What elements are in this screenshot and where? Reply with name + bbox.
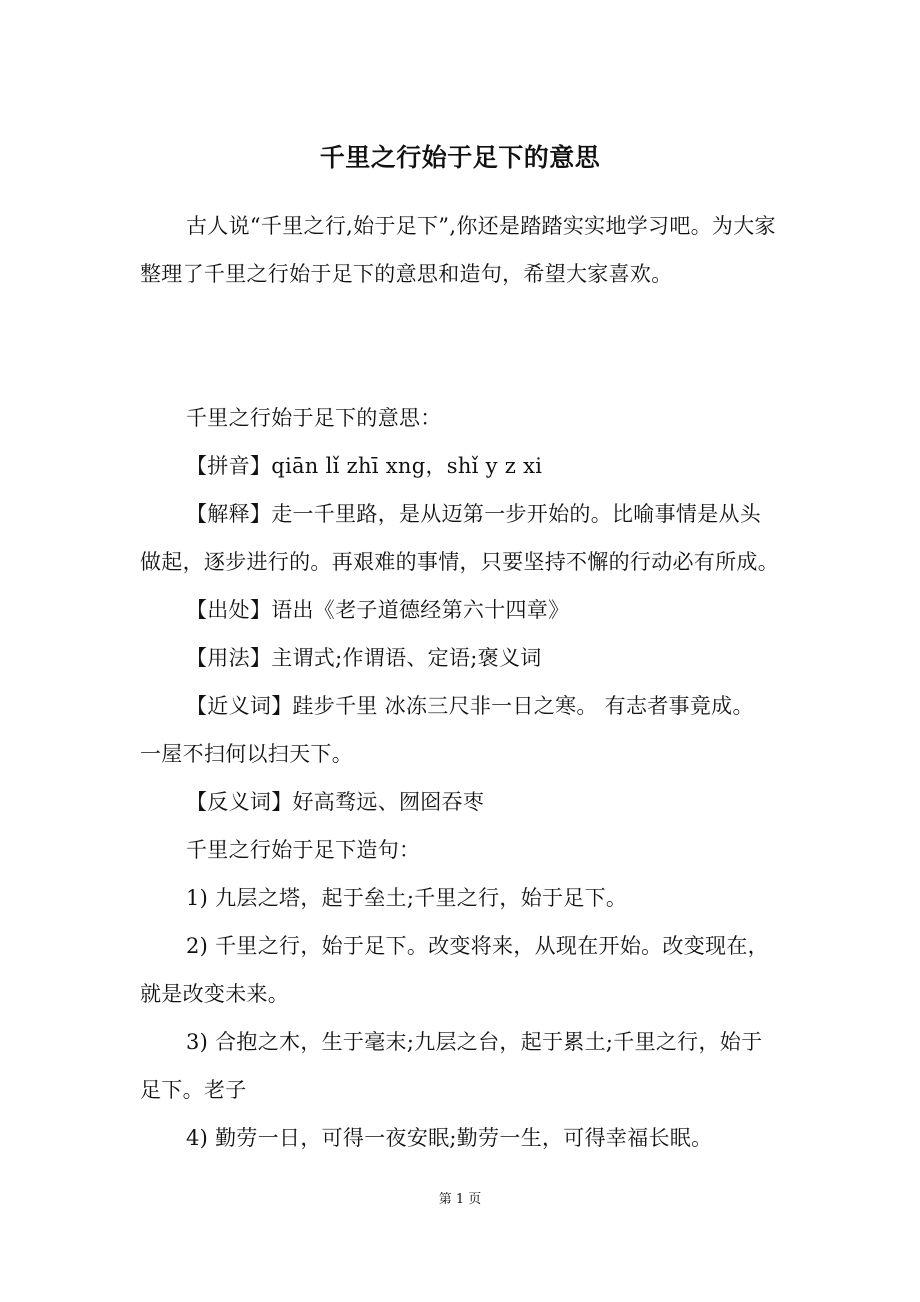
example-sentence-3: 3) 合抱之木，生于毫末;九层之台，起于累土;千里之行，始于足下。老子	[140, 1030, 763, 1102]
pinyin-paragraph: 【拼音】qiān lǐ zhī xng，shǐ y z xi	[186, 454, 543, 478]
examples-heading: 千里之行始于足下造句：	[186, 838, 421, 862]
explanation-paragraph: 【解释】走一千里路，是从迈第一步开始的。比喻事情是从头做起，逐步进行的。再艰难的事情，只要坚持不懈的行动必有所成。	[140, 502, 779, 574]
synonyms-paragraph: 【近义词】跬步千里 冰冻三尺非一日之寒。 有志者事竟成。 一屋不扫何以扫天下。	[140, 694, 754, 766]
usage-paragraph: 【用法】主谓式;作谓语、定语;褒义词	[186, 646, 542, 670]
intro-paragraph: 古人说“千里之行,始于足下”,你还是踏踏实实地学习吧。为大家整理了千里之行始于足下的意思和造句，希望大家喜欢。	[140, 214, 776, 286]
document-title: 千里之行始于足下的意思	[319, 143, 601, 172]
page-number-footer: 第 1 页	[438, 1192, 482, 1207]
paragraph-gap	[140, 298, 780, 394]
document-body	[140, 202, 780, 1162]
antonyms-paragraph: 【反义词】好高骛远、囫囵吞枣	[186, 790, 485, 814]
example-sentence-4: 4) 勤劳一日，可得一夜安眠;勤劳一生，可得幸福长眠。	[186, 1126, 713, 1150]
example-sentence-2: 2) 千里之行，始于足下。改变将来，从现在开始。改变现在，就是改变未来。	[140, 934, 769, 1006]
example-sentence-1: 1) 九层之塔，起于垒土;千里之行，始于足下。	[186, 886, 628, 910]
source-paragraph: 【出处】语出《老子道德经第六十四章》	[186, 598, 570, 622]
meaning-heading: 千里之行始于足下的意思：	[186, 406, 442, 430]
